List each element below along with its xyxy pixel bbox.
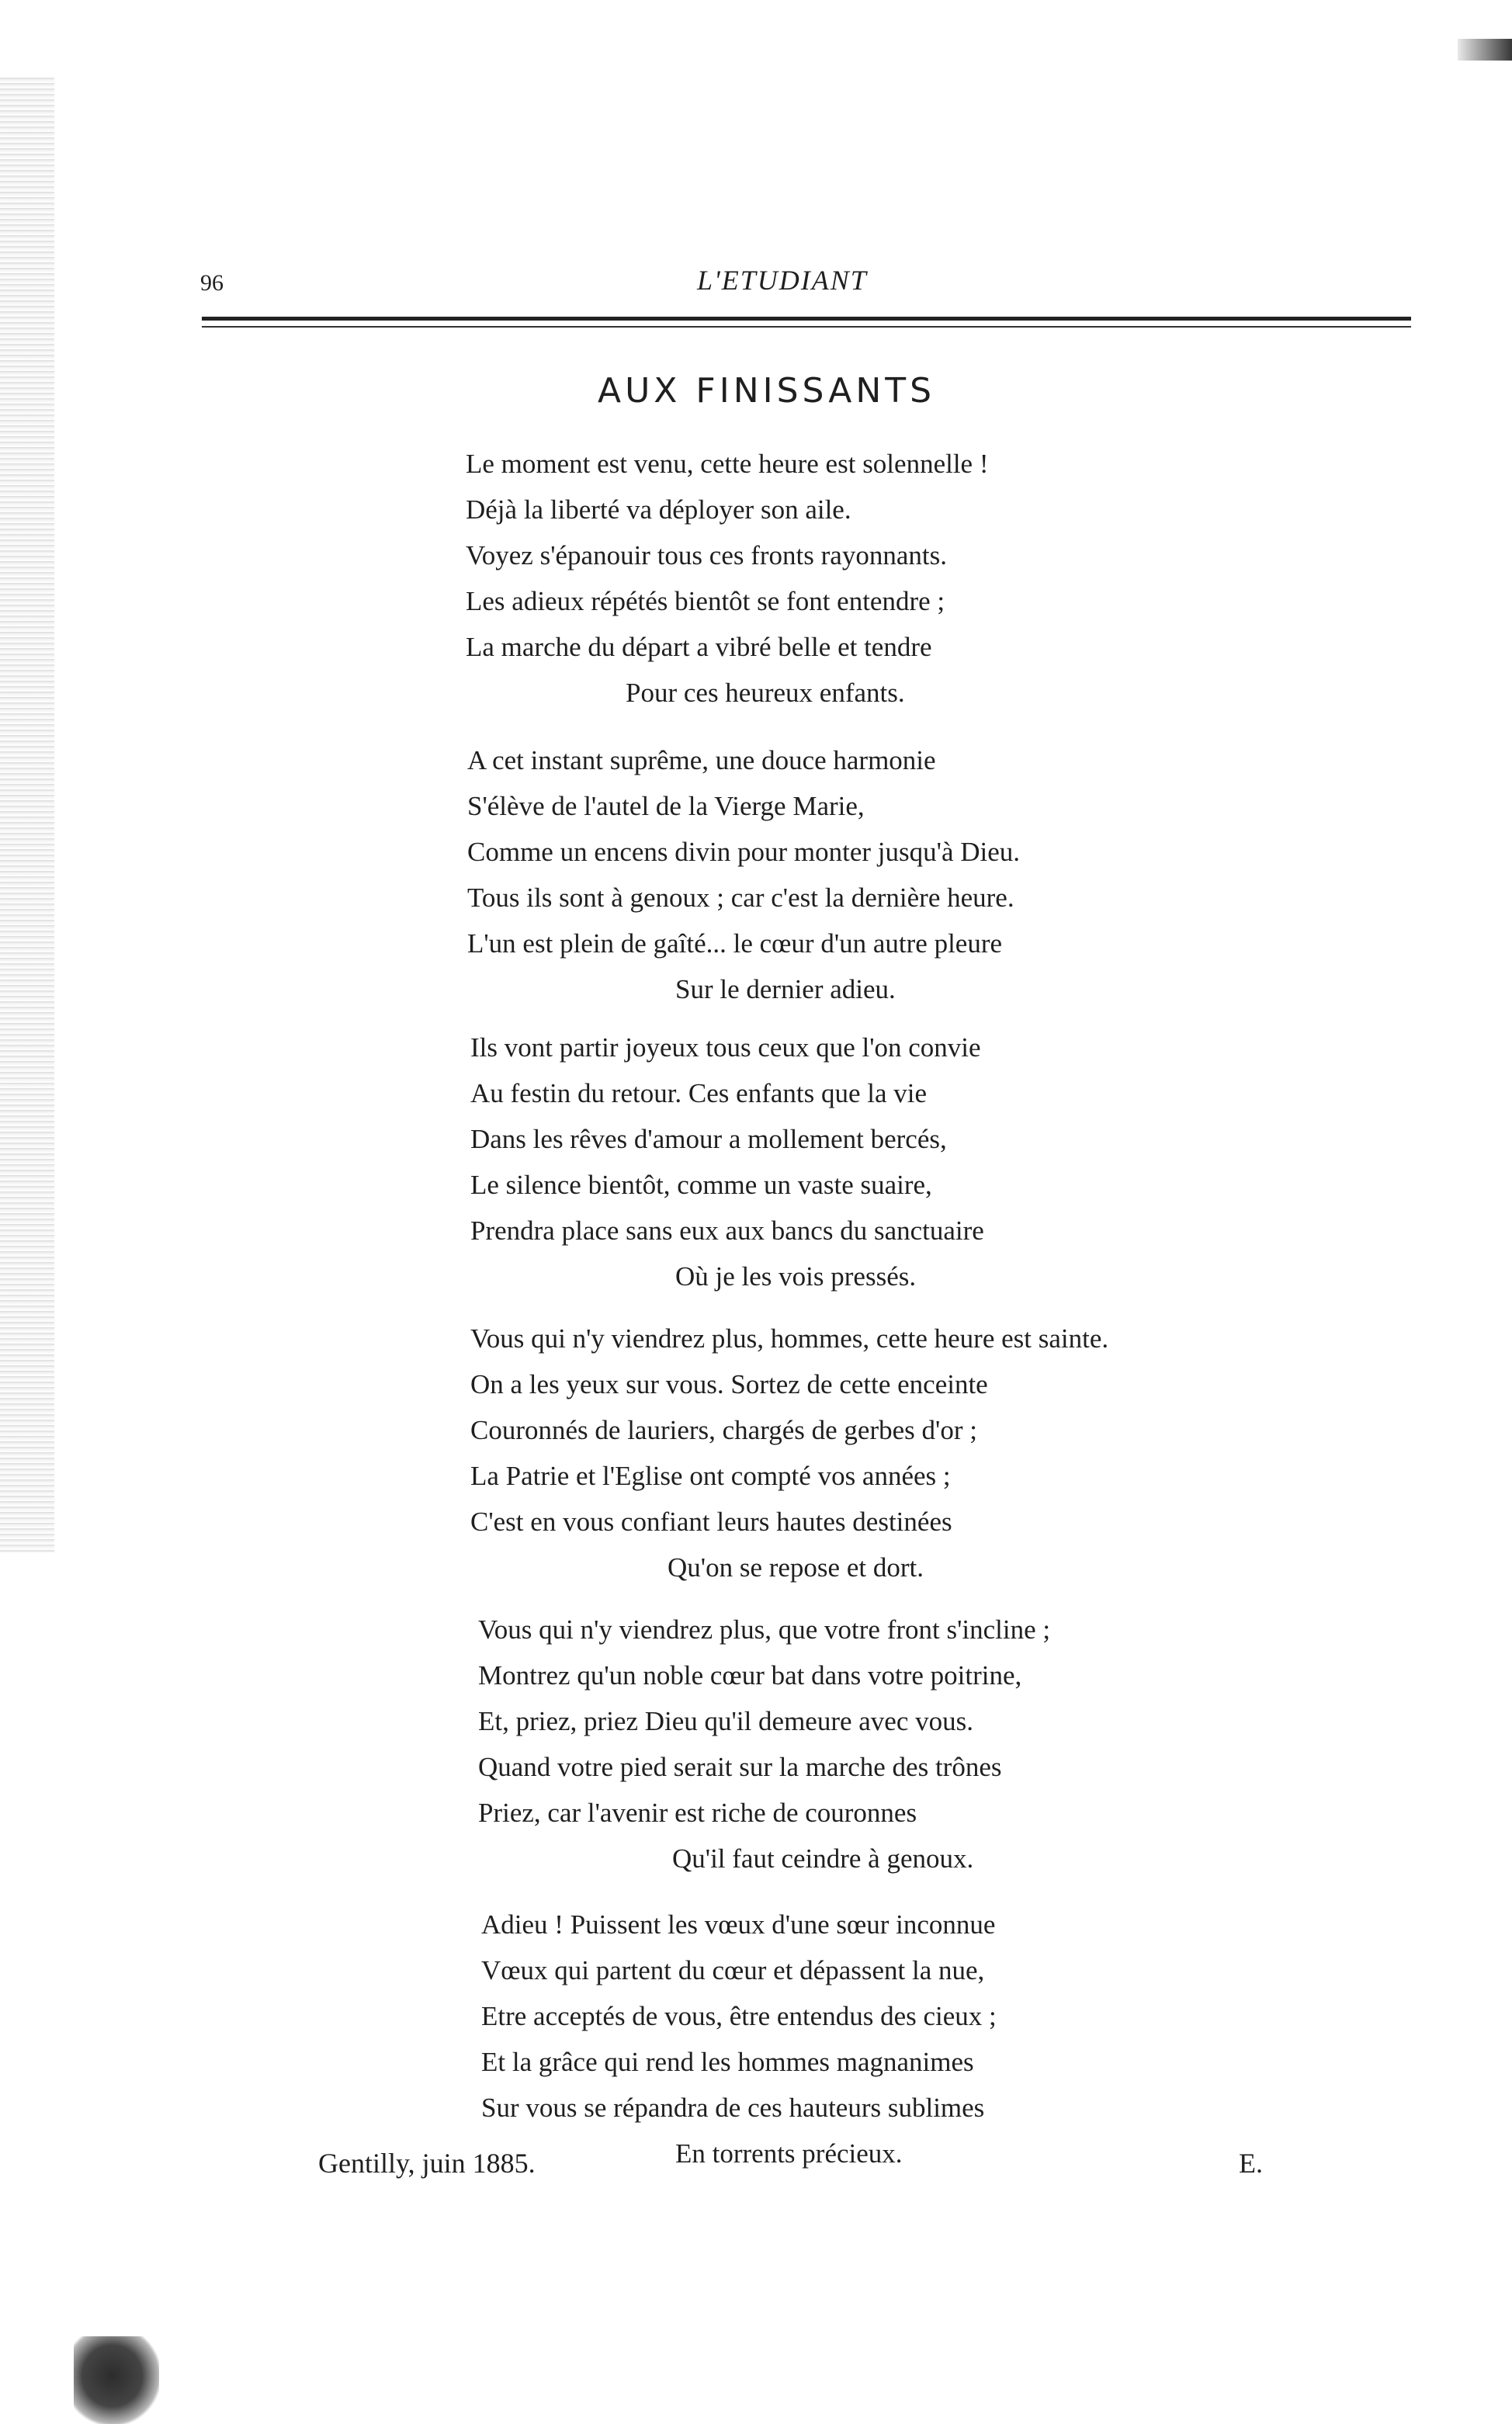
poem-line: Et la grâce qui rend les hommes magnanimes <box>481 2047 974 2077</box>
poem-line: A cet instant suprême, une douce harmonie <box>467 745 936 775</box>
poem-line: La marche du départ a vibré belle et tendre <box>466 632 932 662</box>
poem-line: Et, priez, priez Dieu qu'il demeure avec vous. <box>478 1706 973 1736</box>
poem-line: Adieu ! Puissent les vœux d'une sœur inconnue <box>481 1909 996 1940</box>
poem-line: Qu'il faut ceindre à genoux. <box>672 1843 974 1874</box>
running-title: L'ETUDIANT <box>697 265 868 296</box>
signoff-place-date: Gentilly, juin 1885. <box>318 2148 536 2179</box>
poem-line: L'un est plein de gaîté... le cœur d'un autre pleure <box>467 928 1003 959</box>
poem-line: Sur vous se répandra de ces hauteurs sublimes <box>481 2093 985 2123</box>
poem-line: Sur le dernier adieu. <box>675 974 896 1004</box>
poem-line: Ils vont partir joyeux tous ceux que l'on convie <box>470 1032 981 1063</box>
header-rule-thick <box>202 317 1411 321</box>
poem-line: Qu'on se repose et dort. <box>668 1552 924 1583</box>
poem-line: Prendra place sans eux aux bancs du sanctuaire <box>470 1215 984 1246</box>
poem-line: Quand votre pied serait sur la marche des trônes <box>478 1752 1002 1782</box>
poem-line: Etre acceptés de vous, être entendus des cieux ; <box>481 2001 997 2031</box>
poem-line: Dans les rêves d'amour a mollement bercés, <box>470 1124 947 1154</box>
poem-line: S'élève de l'autel de la Vierge Marie, <box>467 791 865 821</box>
poem-line: Voyez s'épanouir tous ces fronts rayonnants. <box>466 540 947 570</box>
poem-line: Comme un encens divin pour monter jusqu'à Dieu. <box>467 837 1021 867</box>
scan-smudge <box>1458 39 1512 61</box>
page-header <box>200 264 1411 310</box>
poem-line: Tous ils sont à genoux ; car c'est la dernière heure. <box>467 883 1014 913</box>
poem-line: Vous qui n'y viendrez plus, que votre front s'incline ; <box>478 1614 1051 1645</box>
poem-line: On a les yeux sur vous. Sortez de cette enceinte <box>470 1369 988 1399</box>
poem-line: Pour ces heureux enfants. <box>626 678 905 708</box>
poem-line: Vœux qui partent du cœur et dépassent la nue, <box>481 1955 985 1985</box>
poem-line: C'est en vous confiant leurs hautes destinées <box>470 1507 952 1537</box>
poem-line: La Patrie et l'Eglise ont compté vos années ; <box>470 1461 951 1491</box>
poem-line: Le silence bientôt, comme un vaste suaire, <box>470 1170 932 1200</box>
signoff-initial: E. <box>1239 2148 1263 2179</box>
poem-line: Déjà la liberté va déployer son aile. <box>466 494 851 525</box>
poem-line: Couronnés de lauriers, chargés de gerbes d'or ; <box>470 1415 977 1445</box>
poem-line: Vous qui n'y viendrez plus, hommes, cette heure est sainte. <box>470 1323 1109 1354</box>
poem-line: Priez, car l'avenir est riche de couronnes <box>478 1798 917 1828</box>
ink-blot <box>74 2336 159 2424</box>
poem-title: AUX FINISSANTS <box>598 371 936 411</box>
header-rule-thin <box>202 326 1411 328</box>
poem-line: En torrents précieux. <box>675 2138 903 2169</box>
poem-line: Où je les vois pressés. <box>675 1261 917 1292</box>
poem-line: Au festin du retour. Ces enfants que la vie <box>470 1078 928 1108</box>
page-number: 96 <box>200 270 224 296</box>
poem-line: Les adieux répétés bientôt se font entendre ; <box>466 586 945 616</box>
scan-edge-noise <box>0 78 54 1552</box>
poem-line: Le moment est venu, cette heure est solennelle ! <box>466 449 989 479</box>
poem-line: Montrez qu'un noble cœur bat dans votre poitrine, <box>478 1660 1022 1691</box>
